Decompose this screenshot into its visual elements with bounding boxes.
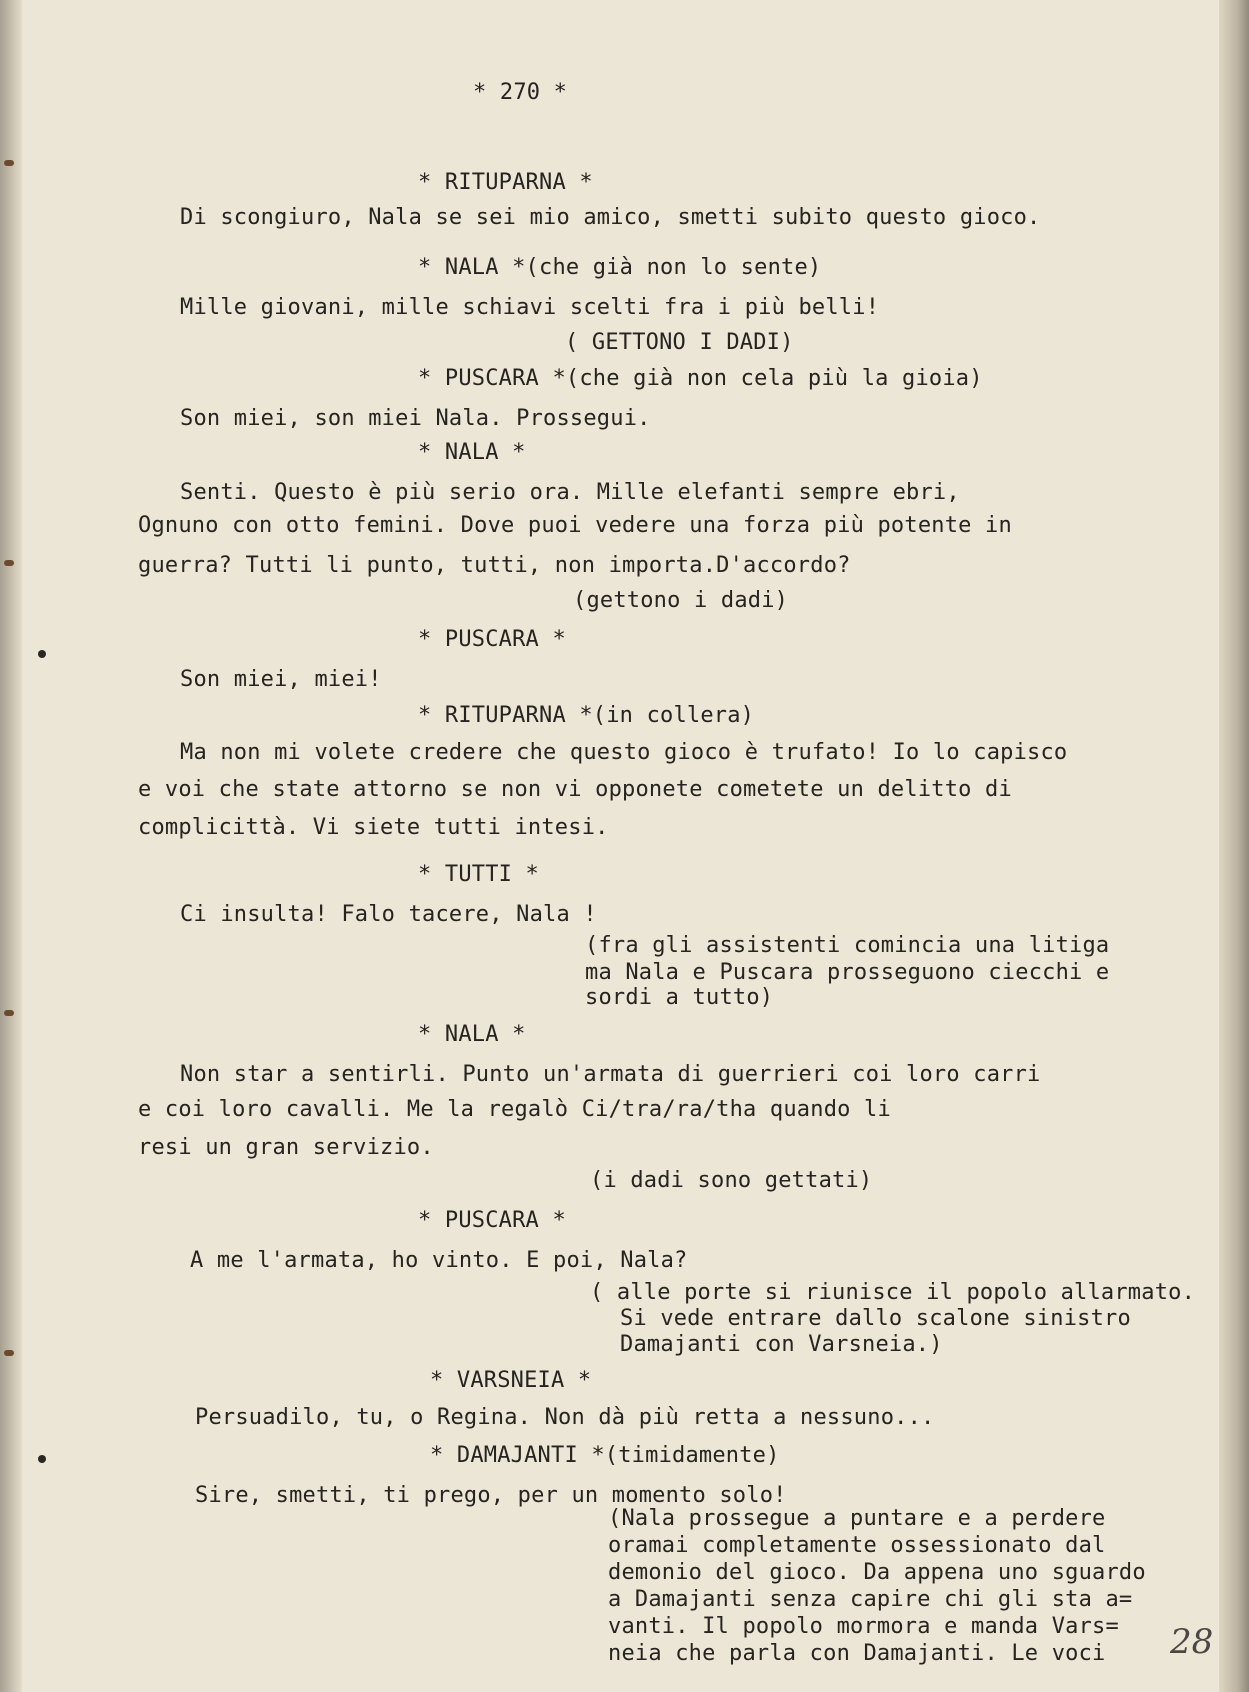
dialogue-line: Di scongiuro, Nala se sei mio amico, smetti subito questo gioco. (180, 205, 1041, 230)
dialogue-line: Non star a sentirli. Punto un'armata di guerrieri coi loro carri (180, 1062, 1041, 1087)
speaker-heading: * PUSCARA * (418, 627, 566, 652)
speaker-heading: * TUTTI * (418, 862, 540, 887)
stage-direction: neia che parla con Damajanti. Le voci (608, 1641, 1106, 1666)
stage-direction: (Nala prossegue a puntare e a perdere (608, 1506, 1106, 1531)
dialogue-line: Ma non mi volete credere che questo gioco è trufato! Io lo capisco (180, 740, 1068, 765)
speaker-heading: * PUSCARA * (418, 1208, 566, 1233)
dialogue-line: Ci insulta! Falo tacere, Nala ! (180, 902, 597, 927)
stage-direction: demonio del gioco. Da appena uno sguardo (608, 1560, 1146, 1585)
speaker-heading: * NALA *(che già non lo sente) (418, 255, 822, 280)
speaker-heading: * RITUPARNA * (418, 170, 593, 195)
dialogue-line: Persuadilo, tu, o Regina. Non dà più retta a nessuno... (195, 1405, 935, 1430)
dialogue-line: Son miei, miei! (180, 667, 382, 692)
punch-hole (38, 650, 46, 658)
stage-direction: sordi a tutto) (585, 985, 774, 1010)
speaker-heading: * VARSNEIA * (430, 1368, 592, 1393)
dialogue-line: Sire, smetti, ti prego, per un momento solo! (195, 1483, 787, 1508)
binding-stitch (4, 160, 14, 166)
dialogue-line: complicittà. Vi siete tutti intesi. (138, 815, 609, 840)
stage-direction: a Damajanti senza capire chi gli sta a= (608, 1587, 1133, 1612)
dialogue-line: e voi che state attorno se non vi opponete cometete un delitto di (138, 777, 1012, 802)
binding-stitch (4, 560, 14, 566)
binding-edge (0, 0, 22, 1692)
speaker-heading: * NALA * (418, 1022, 526, 1047)
punch-hole (38, 1455, 46, 1463)
handwritten-page-number: 28 (1170, 1622, 1214, 1662)
speaker-heading: * PUSCARA *(che già non cela più la gioia) (418, 366, 983, 391)
speaker-heading: * NALA * (418, 440, 526, 465)
stacked-pages-edge (1219, 0, 1249, 1692)
stage-direction: oramai completamente ossessionato dal (608, 1533, 1106, 1558)
dialogue-line: Son miei, son miei Nala. Prossegui. (180, 406, 651, 431)
dialogue-line: resi un gran servizio. (138, 1135, 434, 1160)
binding-stitch (4, 1010, 14, 1016)
stage-direction: Si vede entrare dallo scalone sinistro (620, 1306, 1131, 1331)
dialogue-line: Ognuno con otto femini. Dove puoi vedere una forza più potente in (138, 513, 1012, 538)
stage-direction: (i dadi sono gettati) (590, 1168, 873, 1193)
stage-direction: (fra gli assistenti comincia una litiga (585, 933, 1110, 958)
page-number: * 270 * (473, 80, 568, 105)
stage-direction: ( alle porte si riunisce il popolo allarmato. (590, 1280, 1196, 1305)
stage-direction: ( GETTONO I DADI) (565, 330, 794, 355)
dialogue-line: guerra? Tutti li punto, tutti, non importa.D'accordo? (138, 553, 851, 578)
dialogue-line: Senti. Questo è più serio ora. Mille elefanti sempre ebri, (180, 480, 960, 505)
stage-direction: ma Nala e Puscara prosseguono ciecchi e (585, 960, 1110, 985)
stage-direction: vanti. Il popolo mormora e manda Vars= (608, 1614, 1119, 1639)
stage-direction: Damajanti con Varsneia.) (620, 1332, 943, 1357)
speaker-heading: * DAMAJANTI *(timidamente) (430, 1443, 780, 1468)
dialogue-line: A me l'armata, ho vinto. E poi, Nala? (190, 1248, 688, 1273)
speaker-heading: * RITUPARNA *(in collera) (418, 703, 755, 728)
dialogue-line: e coi loro cavalli. Me la regalò Ci/tra/ra/tha quando li (138, 1097, 891, 1122)
binding-stitch (4, 1350, 14, 1356)
dialogue-line: Mille giovani, mille schiavi scelti fra i più belli! (180, 295, 880, 320)
stage-direction: (gettono i dadi) (573, 588, 789, 613)
